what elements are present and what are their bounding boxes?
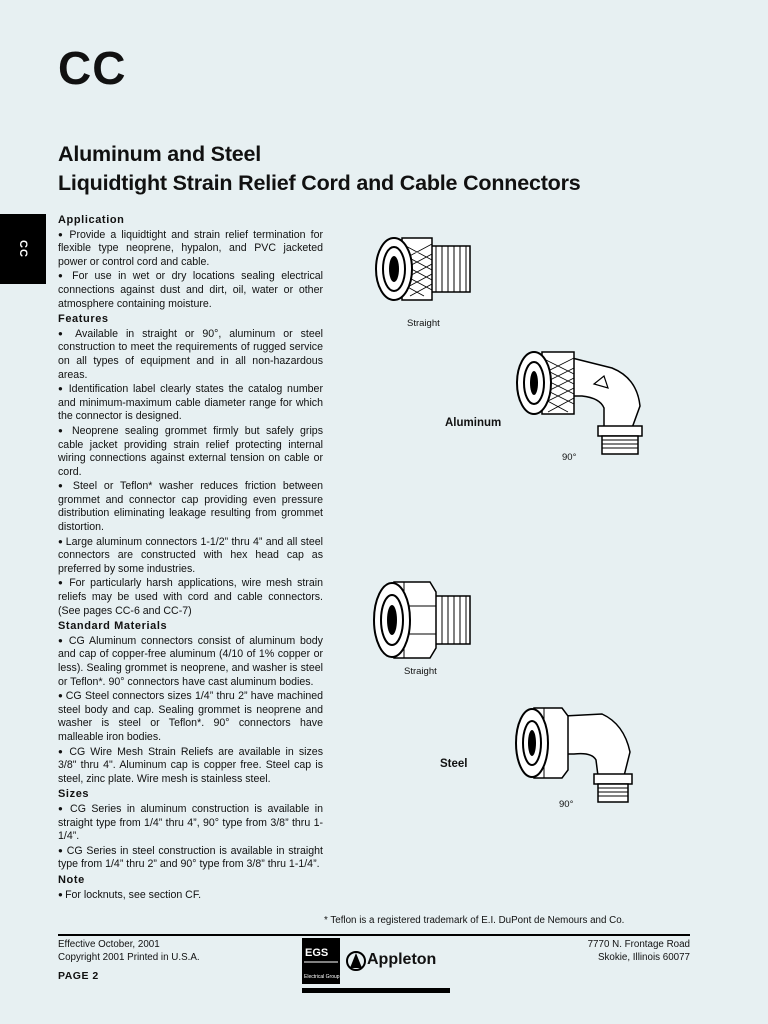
effective-date: Effective October, 2001	[58, 939, 160, 950]
bullet-paragraph: ● CG Steel connectors sizes 1/4” thru 2” have machined steel body and cap. Sealing grommet is neoprene and washer is steel or Teflon*. 90° connectors have malleable iron bodies.	[58, 689, 323, 744]
bullet-paragraph: ● CG Series in steel construction is available in straight type from 1/4” thru 2” and 90° type from 3/8” thru 1-1/4”.	[58, 844, 323, 872]
steel-straight-caption: Straight	[404, 666, 437, 677]
footer-divider	[58, 934, 690, 936]
address-line-1: 7770 N. Frontage Road	[587, 939, 690, 950]
steel-90-caption: 90°	[559, 799, 574, 810]
title-line-1: Aluminum and Steel	[58, 142, 262, 166]
steel-90-connector-illustration	[512, 704, 652, 804]
page-title	[58, 140, 581, 198]
logo-brand-text: Appleton	[367, 951, 437, 968]
page-number: PAGE 2	[58, 970, 99, 982]
teflon-footnote: * Teflon is a registered trademark of E.I. DuPont de Nemours and Co.	[324, 915, 625, 926]
section-heading: Application	[58, 214, 125, 226]
aluminum-straight-connector-illustration	[372, 232, 482, 306]
bullet-paragraph: ● CG Series in aluminum construction is available in straight type from 1/4” thru 4”, 90° type from 3/8” thru 1-1/4”.	[58, 802, 323, 844]
bullet-paragraph: ● Neoprene sealing grommet firmly but safely grips cable jacket providing strain relief protecting internal wiring connections against external tension on cable or cord.	[58, 424, 323, 479]
address-line-2: Skokie, Illinois 60077	[597, 951, 690, 963]
title-line-2: Liquidtight Strain Relief Cord and Cable Connectors	[58, 171, 581, 195]
aluminum-90-caption: 90°	[562, 452, 577, 463]
footer-address	[588, 939, 690, 964]
copyright: Copyright 2001 Printed in U.S.A.	[58, 951, 200, 963]
side-tab-label: CC	[17, 240, 29, 258]
aluminum-straight-caption: Straight	[407, 318, 440, 329]
bullet-paragraph: ● Large aluminum connectors 1-1/2” thru 4” and all steel connectors are constructed with hex head cap as preferred by some industries.	[58, 535, 323, 577]
bullet-paragraph: ● For use in wet or dry locations sealing electrical connections against dust and dirt, oil, water or other atmosphere containing moisture.	[58, 269, 323, 311]
section-heading: Note	[58, 873, 85, 886]
section-code-heading: CC	[58, 42, 127, 94]
bullet-paragraph: ● Available in straight or 90°, aluminum or steel construction to meet the requirements of rugged service on all types of equipment and in all non-hazardous areas.	[58, 327, 323, 382]
logo-group-text: Electrical Group	[304, 974, 340, 980]
steel-label: Steel	[440, 758, 468, 770]
footer-left	[58, 939, 200, 964]
appleton-logo	[302, 938, 450, 994]
section-heading: Sizes	[58, 788, 90, 801]
section-heading: Standard Materials	[58, 620, 168, 633]
bullet-paragraph: ● Provide a liquidtight and strain relief termination for flexible type neoprene, hypalon, and PVC jacketed power or control cord and cable.	[58, 228, 323, 270]
steel-straight-connector-illustration	[370, 578, 482, 662]
bullet-paragraph: ● Identification label clearly states the catalog number and minimum-maximum cable diameter range for which the connector is designed.	[58, 382, 323, 424]
bullet-paragraph: ● For particularly harsh applications, wire mesh strain reliefs may be used with cord and cable connectors. (See pages CC-6 and CC-7)	[58, 576, 323, 618]
section-side-tab	[0, 214, 46, 284]
aluminum-label: Aluminum	[445, 417, 502, 429]
logo-egs-text: EGS	[305, 947, 329, 959]
aluminum-90-connector-illustration	[512, 348, 660, 456]
bullet-paragraph: ● CG Wire Mesh Strain Reliefs are available in sizes 3/8" thru 4". Aluminum cap is copper free. Steel cap is steel, zinc plate. Wire mesh is stainless steel.	[58, 745, 323, 787]
bullet-paragraph: ● Steel or Teflon* washer reduces friction between grommet and connector cap providing even pressure distribution eliminating leakage resulting from grommet distortion.	[58, 479, 323, 534]
section-heading: Features	[58, 313, 109, 326]
bullet-paragraph: ● CG Aluminum connectors consist of aluminum body and cap of copper-free aluminum (4/10 of 1% copper or less). Sealing grommet is neoprene, and washer is steel or Teflon*. 90° connectors have cast aluminum bodies.	[58, 634, 323, 689]
body-text-column	[58, 212, 323, 902]
bullet-paragraph: ● For locknuts, see section CF.	[58, 888, 323, 903]
